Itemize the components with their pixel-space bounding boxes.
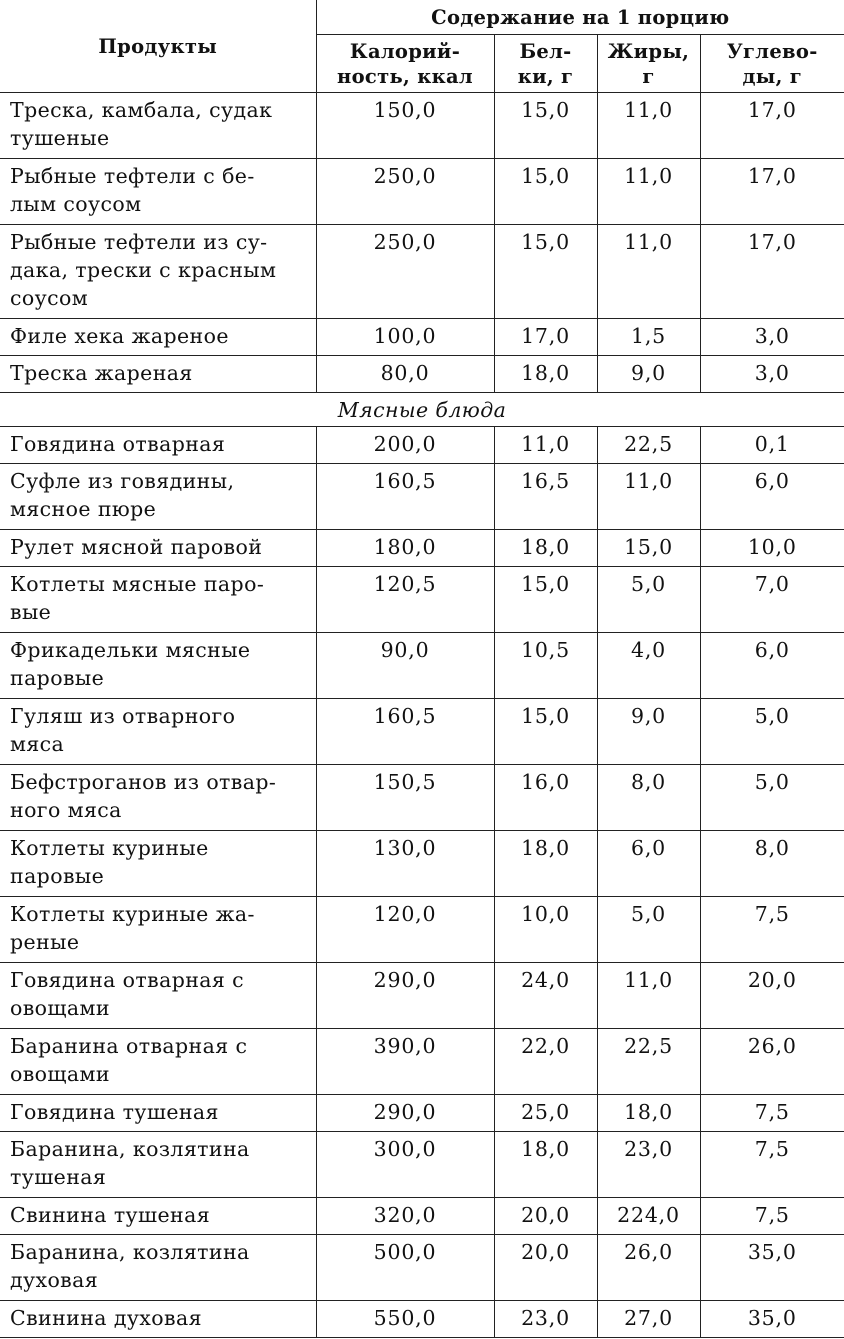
table-row bbox=[0, 897, 844, 963]
proteins-cell: 22,0 bbox=[494, 1029, 597, 1095]
carbs-cell: 7,5 bbox=[700, 897, 844, 963]
carbs-cell: 20,0 bbox=[700, 963, 844, 1029]
product-name-line: дака, трески с красным bbox=[10, 258, 277, 282]
calories-cell: 150,5 bbox=[316, 765, 494, 831]
product-name-line: Котлеты куриные bbox=[10, 836, 209, 860]
header-calories: Калорий- ность, ккал bbox=[316, 35, 494, 93]
product-name bbox=[0, 1132, 316, 1198]
product-name-line: духовая bbox=[10, 1268, 99, 1292]
calories-cell: 250,0 bbox=[316, 225, 494, 319]
product-name bbox=[0, 427, 316, 464]
product-name bbox=[0, 1029, 316, 1095]
product-name bbox=[0, 633, 316, 699]
product-name-line: тушеные bbox=[10, 126, 110, 150]
product-name bbox=[0, 319, 316, 356]
header-proteins: Бел- ки, г bbox=[494, 35, 597, 93]
product-name bbox=[0, 765, 316, 831]
carbs-cell: 6,0 bbox=[700, 633, 844, 699]
fats-cell: 27,0 bbox=[597, 1301, 700, 1338]
product-name bbox=[0, 159, 316, 225]
calories-cell: 180,0 bbox=[316, 530, 494, 567]
product-name bbox=[0, 567, 316, 633]
table-row bbox=[0, 225, 844, 319]
carbs-cell: 26,0 bbox=[700, 1029, 844, 1095]
product-name bbox=[0, 1095, 316, 1132]
proteins-cell: 15,0 bbox=[494, 93, 597, 159]
product-name bbox=[0, 530, 316, 567]
product-name-line: реные bbox=[10, 930, 80, 954]
table-row bbox=[0, 530, 844, 567]
fats-cell: 23,0 bbox=[597, 1132, 700, 1198]
calories-cell: 90,0 bbox=[316, 633, 494, 699]
product-name-line: Свинина духовая bbox=[10, 1306, 202, 1330]
proteins-cell: 18,0 bbox=[494, 831, 597, 897]
product-name bbox=[0, 831, 316, 897]
proteins-cell: 15,0 bbox=[494, 699, 597, 765]
calories-cell: 290,0 bbox=[316, 1095, 494, 1132]
proteins-cell: 16,5 bbox=[494, 464, 597, 530]
calories-cell: 160,5 bbox=[316, 699, 494, 765]
carbs-cell: 8,0 bbox=[700, 831, 844, 897]
table-body bbox=[0, 93, 844, 1338]
calories-cell: 120,5 bbox=[316, 567, 494, 633]
table-row bbox=[0, 1198, 844, 1235]
fats-cell: 22,5 bbox=[597, 1029, 700, 1095]
calories-cell: 500,0 bbox=[316, 1235, 494, 1301]
carbs-cell: 5,0 bbox=[700, 699, 844, 765]
table-row bbox=[0, 1095, 844, 1132]
product-name bbox=[0, 963, 316, 1029]
fats-cell: 22,5 bbox=[597, 427, 700, 464]
proteins-cell: 17,0 bbox=[494, 319, 597, 356]
calories-cell: 150,0 bbox=[316, 93, 494, 159]
proteins-cell: 25,0 bbox=[494, 1095, 597, 1132]
product-name-line: ного мяса bbox=[10, 798, 122, 822]
product-name bbox=[0, 225, 316, 319]
product-name-line: Бефстроганов из отвар- bbox=[10, 770, 277, 794]
section-row bbox=[0, 393, 844, 427]
proteins-cell: 18,0 bbox=[494, 530, 597, 567]
product-name-line: мясное пюре bbox=[10, 497, 157, 521]
proteins-cell: 10,5 bbox=[494, 633, 597, 699]
header-fats: Жиры, г bbox=[597, 35, 700, 93]
table-row bbox=[0, 633, 844, 699]
product-name-line: овощами bbox=[10, 1062, 110, 1086]
product-name-line: Суфле из говядины, bbox=[10, 469, 235, 493]
calories-cell: 130,0 bbox=[316, 831, 494, 897]
table-row bbox=[0, 427, 844, 464]
carbs-cell: 17,0 bbox=[700, 159, 844, 225]
carbs-cell: 35,0 bbox=[700, 1235, 844, 1301]
fats-cell: 15,0 bbox=[597, 530, 700, 567]
product-name bbox=[0, 464, 316, 530]
proteins-cell: 10,0 bbox=[494, 897, 597, 963]
fats-cell: 6,0 bbox=[597, 831, 700, 897]
proteins-cell: 11,0 bbox=[494, 427, 597, 464]
fats-cell: 11,0 bbox=[597, 464, 700, 530]
product-name-line: соусом bbox=[10, 286, 89, 310]
product-name-line: Рыбные тефтели с бе- bbox=[10, 164, 255, 188]
carbs-cell: 17,0 bbox=[700, 225, 844, 319]
calories-cell: 300,0 bbox=[316, 1132, 494, 1198]
product-name bbox=[0, 1235, 316, 1301]
proteins-cell: 20,0 bbox=[494, 1198, 597, 1235]
table-row bbox=[0, 93, 844, 159]
header-products: Продукты bbox=[0, 0, 316, 93]
table-row bbox=[0, 765, 844, 831]
table-row bbox=[0, 963, 844, 1029]
table-row bbox=[0, 1029, 844, 1095]
product-name-line: лым соусом bbox=[10, 192, 142, 216]
product-name-line: Рыбные тефтели из су- bbox=[10, 230, 268, 254]
proteins-cell: 24,0 bbox=[494, 963, 597, 1029]
product-name-line: мяса bbox=[10, 732, 65, 756]
fats-cell: 11,0 bbox=[597, 225, 700, 319]
table-row bbox=[0, 319, 844, 356]
product-name bbox=[0, 897, 316, 963]
product-name-line: паровые bbox=[10, 864, 105, 888]
product-name bbox=[0, 1198, 316, 1235]
table-row bbox=[0, 831, 844, 897]
product-name-line: Баранина, козлятина bbox=[10, 1240, 250, 1264]
carbs-cell: 3,0 bbox=[700, 319, 844, 356]
product-name-line: Треска жареная bbox=[10, 361, 193, 385]
table-row bbox=[0, 1132, 844, 1198]
fats-cell: 1,5 bbox=[597, 319, 700, 356]
product-name bbox=[0, 1301, 316, 1338]
product-name-line: Филе хека жареное bbox=[10, 324, 229, 348]
carbs-cell: 7,5 bbox=[700, 1095, 844, 1132]
calories-cell: 200,0 bbox=[316, 427, 494, 464]
calories-cell: 120,0 bbox=[316, 897, 494, 963]
fats-cell: 224,0 bbox=[597, 1198, 700, 1235]
carbs-cell: 7,5 bbox=[700, 1132, 844, 1198]
product-name-line: Фрикадельки мясные bbox=[10, 638, 251, 662]
calories-cell: 80,0 bbox=[316, 356, 494, 393]
fats-cell: 9,0 bbox=[597, 699, 700, 765]
fats-cell: 4,0 bbox=[597, 633, 700, 699]
table-row bbox=[0, 1235, 844, 1301]
proteins-cell: 20,0 bbox=[494, 1235, 597, 1301]
fats-cell: 9,0 bbox=[597, 356, 700, 393]
proteins-cell: 18,0 bbox=[494, 1132, 597, 1198]
fats-cell: 5,0 bbox=[597, 897, 700, 963]
proteins-cell: 15,0 bbox=[494, 159, 597, 225]
product-name-line: овощами bbox=[10, 996, 110, 1020]
product-name-line: Свинина тушеная bbox=[10, 1203, 211, 1227]
carbs-cell: 17,0 bbox=[700, 93, 844, 159]
product-name-line: Говядина тушеная bbox=[10, 1100, 219, 1124]
table-row bbox=[0, 464, 844, 530]
fats-cell: 11,0 bbox=[597, 963, 700, 1029]
fats-cell: 11,0 bbox=[597, 93, 700, 159]
calories-cell: 250,0 bbox=[316, 159, 494, 225]
product-name bbox=[0, 356, 316, 393]
header-carbs: Углево- ды, г bbox=[700, 35, 844, 93]
product-name-line: Треска, камбала, судак bbox=[10, 98, 273, 122]
product-name-line: Рулет мясной паровой bbox=[10, 535, 263, 559]
proteins-cell: 23,0 bbox=[494, 1301, 597, 1338]
fats-cell: 5,0 bbox=[597, 567, 700, 633]
table-header bbox=[0, 0, 844, 93]
proteins-cell: 18,0 bbox=[494, 356, 597, 393]
fats-cell: 18,0 bbox=[597, 1095, 700, 1132]
product-name-line: вые bbox=[10, 600, 52, 624]
calories-cell: 290,0 bbox=[316, 963, 494, 1029]
fats-cell: 26,0 bbox=[597, 1235, 700, 1301]
product-name-line: Баранина, козлятина bbox=[10, 1137, 250, 1161]
carbs-cell: 6,0 bbox=[700, 464, 844, 530]
calories-cell: 550,0 bbox=[316, 1301, 494, 1338]
carbs-cell: 7,0 bbox=[700, 567, 844, 633]
product-name-line: Котлеты мясные паро- bbox=[10, 572, 265, 596]
table-row bbox=[0, 567, 844, 633]
carbs-cell: 3,0 bbox=[700, 356, 844, 393]
product-name-line: паровые bbox=[10, 666, 105, 690]
carbs-cell: 7,5 bbox=[700, 1198, 844, 1235]
fats-cell: 11,0 bbox=[597, 159, 700, 225]
calories-cell: 100,0 bbox=[316, 319, 494, 356]
calories-cell: 390,0 bbox=[316, 1029, 494, 1095]
product-name-line: Говядина отварная с bbox=[10, 968, 245, 992]
header-group: Содержание на 1 порцию bbox=[316, 0, 844, 35]
product-name bbox=[0, 93, 316, 159]
calories-cell: 160,5 bbox=[316, 464, 494, 530]
carbs-cell: 0,1 bbox=[700, 427, 844, 464]
table-row bbox=[0, 159, 844, 225]
product-name-line: Баранина отварная с bbox=[10, 1034, 248, 1058]
product-name-line: тушеная bbox=[10, 1165, 107, 1189]
fats-cell: 8,0 bbox=[597, 765, 700, 831]
proteins-cell: 15,0 bbox=[494, 567, 597, 633]
product-name-line: Гуляш из отварного bbox=[10, 704, 236, 728]
carbs-cell: 5,0 bbox=[700, 765, 844, 831]
product-name-line: Говядина отварная bbox=[10, 432, 226, 456]
calories-cell: 320,0 bbox=[316, 1198, 494, 1235]
table-row bbox=[0, 356, 844, 393]
carbs-cell: 10,0 bbox=[700, 530, 844, 567]
product-name-line: Котлеты куриные жа- bbox=[10, 902, 255, 926]
carbs-cell: 35,0 bbox=[700, 1301, 844, 1338]
proteins-cell: 15,0 bbox=[494, 225, 597, 319]
proteins-cell: 16,0 bbox=[494, 765, 597, 831]
table-row bbox=[0, 699, 844, 765]
table-row bbox=[0, 1301, 844, 1338]
section-title: Мясные блюда bbox=[0, 393, 844, 427]
product-name bbox=[0, 699, 316, 765]
